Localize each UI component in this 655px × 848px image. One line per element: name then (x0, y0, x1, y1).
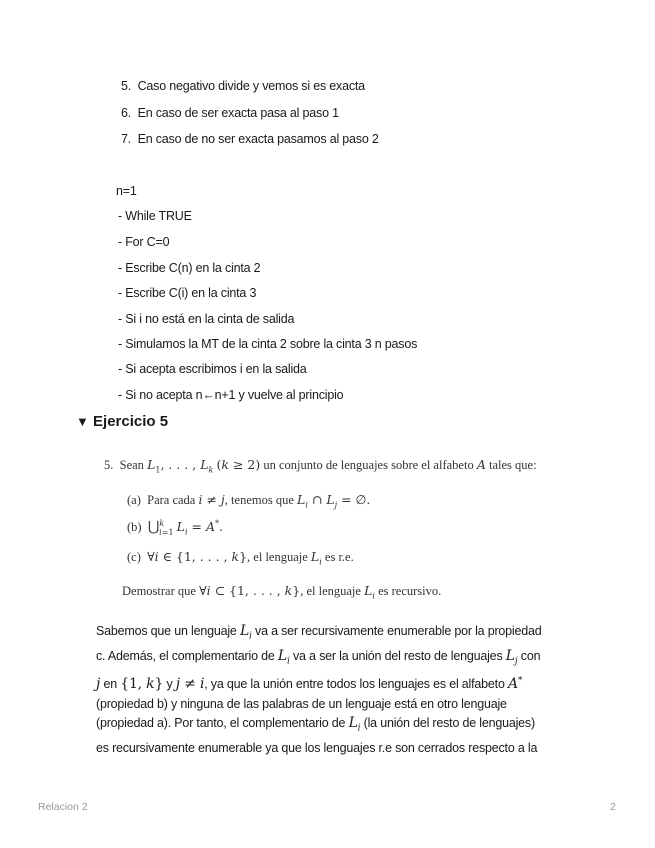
algorithm-line: - While TRUE (118, 209, 192, 223)
problem-conclusion: Demostrar que ∀i ⊂ {1, . . . , k}, el lenguaje $L_i$ es recursivo. (122, 583, 442, 601)
algorithm-line: - Simulamos la MT de la cinta 2 sobre la cinta 3 n pasos (118, 337, 418, 351)
algorithm-line: - Escribe C(n) en la cinta 2 (118, 261, 261, 275)
numbered-step (121, 79, 365, 93)
algorithm-init: n=1 (116, 184, 137, 198)
problem-item-a: (a) Para cada i ≠ j, tenemos que $L_i$ ∩ $L_j$ = ∅. (127, 492, 371, 510)
problem-item-b: (b) ⋃$^k_{i=1}$ $L_i = A^*$. (127, 519, 223, 537)
algorithm-line: - Si acepta escribimos i en la salida (118, 362, 307, 376)
section-heading-ejercicio-5[interactable] (76, 413, 168, 430)
problem-item-c: (c) ∀i ∈ {1, . . . , k}, el lenguaje $L_i$ es r.e. (127, 549, 354, 567)
step-text: En caso de ser exacta pasa al paso 1 (137, 106, 339, 120)
footer-title: Relacion 2 (38, 801, 88, 813)
step-text: Caso negativo divide y vemos si es exacta (137, 79, 365, 93)
answer-paragraph: Sabemos que un lenguaje $L_i$ va a ser recursivamente enumerable por la propiedad c. Además, el complementario de $L_i$ va a ser la unión del resto de lenguajes $L_j$ con j en {1, k} y j ≠ i, ya que la unión entre todos los lenguajes es el alfabeto A* (propiedad b) y ninguna de las palabras de un lenguaje está en otro lenguaje (propiedad a). Por tanto, el complementario de $L_i$ (la unión del resto de lenguajes) es recursivamente enumerable ya que los lenguajes r.e son cerrados respecto a la (96, 623, 542, 756)
step-text: En caso de no ser exacta pasamos al paso 2 (137, 132, 379, 146)
algorithm-line: - Si i no está en la cinta de salida (118, 312, 295, 326)
step-number: 6. (121, 106, 132, 120)
step-number: 7. (121, 132, 132, 146)
algorithm-line: - For C=0 (118, 235, 170, 249)
page-number: 2 (610, 801, 616, 813)
numbered-step (121, 132, 379, 146)
section-title: Ejercicio 5 (93, 413, 169, 430)
step-number: 5. (121, 79, 132, 93)
algorithm-line: - Si no acepta n←n+1 y vuelve al principio (118, 388, 344, 402)
problem-statement-intro: 5. Sean $L_1$, . . . , $L_k$ (k ≥ 2) un conjunto de lenguajes sobre el alfabeto A tales que: (104, 457, 537, 475)
algorithm-line: - Escribe C(i) en la cinta 3 (118, 286, 257, 300)
toggle-triangle-icon[interactable]: ▼ (76, 414, 89, 429)
numbered-step (121, 106, 339, 120)
